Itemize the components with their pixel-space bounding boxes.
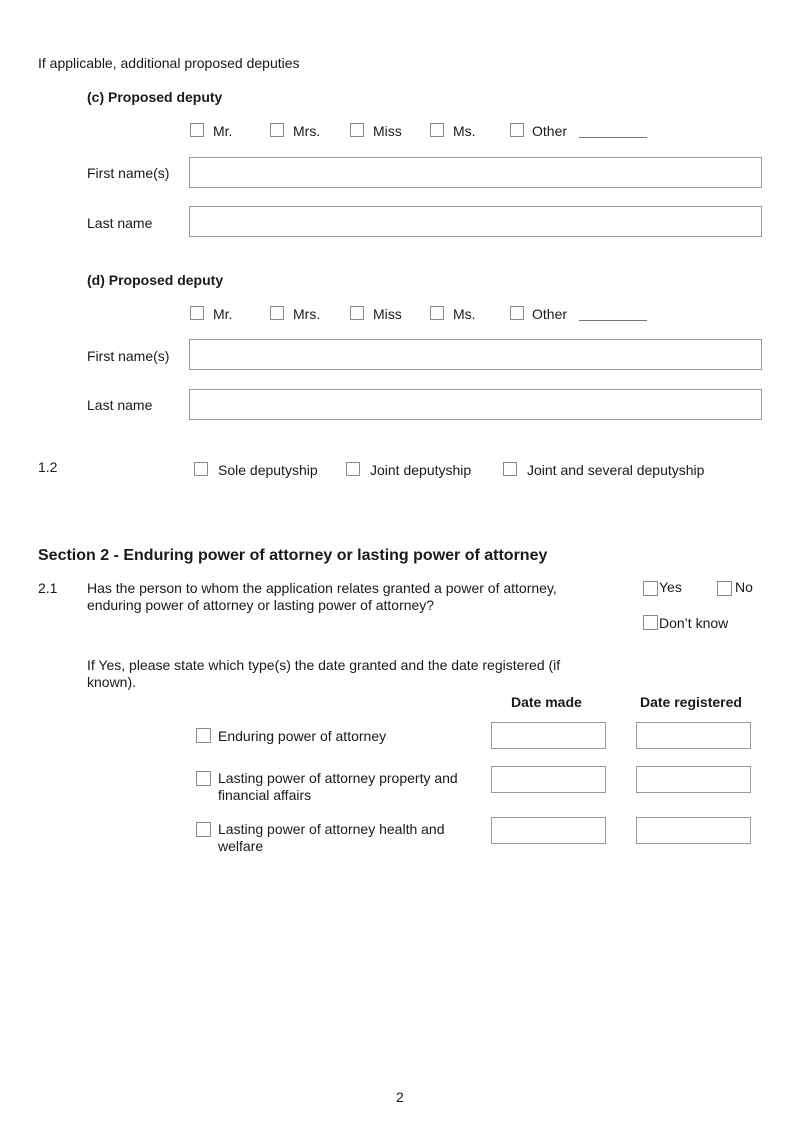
joint-deputyship-checkbox[interactable] xyxy=(346,462,360,476)
lpa-property-date-registered-field[interactable] xyxy=(636,766,751,793)
joint-several-deputyship-checkbox[interactable] xyxy=(503,462,517,476)
lpa-property-label: Lasting power of attorney property and financial affairs xyxy=(218,770,458,803)
deputy-d-mrs-checkbox[interactable] xyxy=(270,306,284,320)
page-number: 2 xyxy=(396,1089,404,1105)
deputy-c-first-name-label: First name(s) xyxy=(87,165,170,181)
deputy-c-last-name-label: Last name xyxy=(87,215,153,231)
if-yes-instructions: If Yes, please state which type(s) the date granted and the date registered (if known). xyxy=(87,657,561,690)
poa-yes-label: Yes xyxy=(659,579,682,595)
lpa-health-checkbox[interactable] xyxy=(196,822,211,837)
poa-dont-know-label: Don’t know xyxy=(659,615,729,631)
deputy-d-other-input-line[interactable] xyxy=(579,320,647,321)
lpa-health-label: Lasting power of attorney health and welfare xyxy=(218,821,445,854)
deputy-d-mr-checkbox[interactable] xyxy=(190,306,204,320)
deputy-d-last-name-field[interactable] xyxy=(189,389,762,420)
deputy-c-other-checkbox[interactable] xyxy=(510,123,524,137)
deputy-d-other-label: Other xyxy=(532,306,568,322)
deputy-c-miss-label: Miss xyxy=(373,123,402,139)
deputy-c-mr-checkbox[interactable] xyxy=(190,123,204,137)
deputy-c-other-input-line[interactable] xyxy=(579,137,647,138)
poa-no-checkbox[interactable] xyxy=(717,581,732,596)
deputy-c-miss-checkbox[interactable] xyxy=(350,123,364,137)
deputy-d-last-name-label: Last name xyxy=(87,397,153,413)
enduring-poa-checkbox[interactable] xyxy=(196,728,211,743)
enduring-poa-date-made-field[interactable] xyxy=(491,722,606,749)
lpa-health-date-registered-field[interactable] xyxy=(636,817,751,844)
lpa-property-checkbox[interactable] xyxy=(196,771,211,786)
deputy-c-first-name-field[interactable] xyxy=(189,157,762,188)
deputy-d-mr-label: Mr. xyxy=(213,306,233,322)
column-date-registered: Date registered xyxy=(640,694,742,710)
deputy-c-heading: (c) Proposed deputy xyxy=(87,89,223,105)
deputy-c-last-name-field[interactable] xyxy=(189,206,762,237)
deputy-c-mrs-label: Mrs. xyxy=(293,123,321,139)
deputy-c-mr-label: Mr. xyxy=(213,123,233,139)
deputy-d-heading: (d) Proposed deputy xyxy=(87,272,224,288)
deputy-c-ms-label: Ms. xyxy=(453,123,476,139)
deputy-d-first-name-label: First name(s) xyxy=(87,348,170,364)
lpa-health-date-made-field[interactable] xyxy=(491,817,606,844)
enduring-poa-date-registered-field[interactable] xyxy=(636,722,751,749)
deputy-c-ms-checkbox[interactable] xyxy=(430,123,444,137)
deputy-d-mrs-label: Mrs. xyxy=(293,306,321,322)
sole-deputyship-checkbox[interactable] xyxy=(194,462,208,476)
joint-several-deputyship-label: Joint and several deputyship xyxy=(527,462,705,478)
lpa-property-date-made-field[interactable] xyxy=(491,766,606,793)
poa-dont-know-checkbox[interactable] xyxy=(643,615,658,630)
question-2-1-number: 2.1 xyxy=(38,580,58,596)
intro-text: If applicable, additional proposed deputies xyxy=(38,55,300,71)
deputy-d-other-checkbox[interactable] xyxy=(510,306,524,320)
deputy-d-ms-label: Ms. xyxy=(453,306,476,322)
deputy-d-miss-label: Miss xyxy=(373,306,402,322)
poa-yes-checkbox[interactable] xyxy=(643,581,658,596)
deputy-d-first-name-field[interactable] xyxy=(189,339,762,370)
enduring-poa-label: Enduring power of attorney xyxy=(218,728,387,744)
poa-no-label: No xyxy=(735,579,753,595)
question-1-2-number: 1.2 xyxy=(38,459,58,475)
sole-deputyship-label: Sole deputyship xyxy=(218,462,318,478)
column-date-made: Date made xyxy=(511,694,582,710)
deputy-c-other-label: Other xyxy=(532,123,568,139)
deputy-d-ms-checkbox[interactable] xyxy=(430,306,444,320)
question-2-1-text: Has the person to whom the application relates granted a power of attorney, enduring power of attorney or lasting power of attorney? xyxy=(87,580,557,613)
section-2-heading: Section 2 - Enduring power of attorney or lasting power of attorney xyxy=(38,547,548,564)
deputy-c-mrs-checkbox[interactable] xyxy=(270,123,284,137)
deputy-d-miss-checkbox[interactable] xyxy=(350,306,364,320)
joint-deputyship-label: Joint deputyship xyxy=(370,462,472,478)
